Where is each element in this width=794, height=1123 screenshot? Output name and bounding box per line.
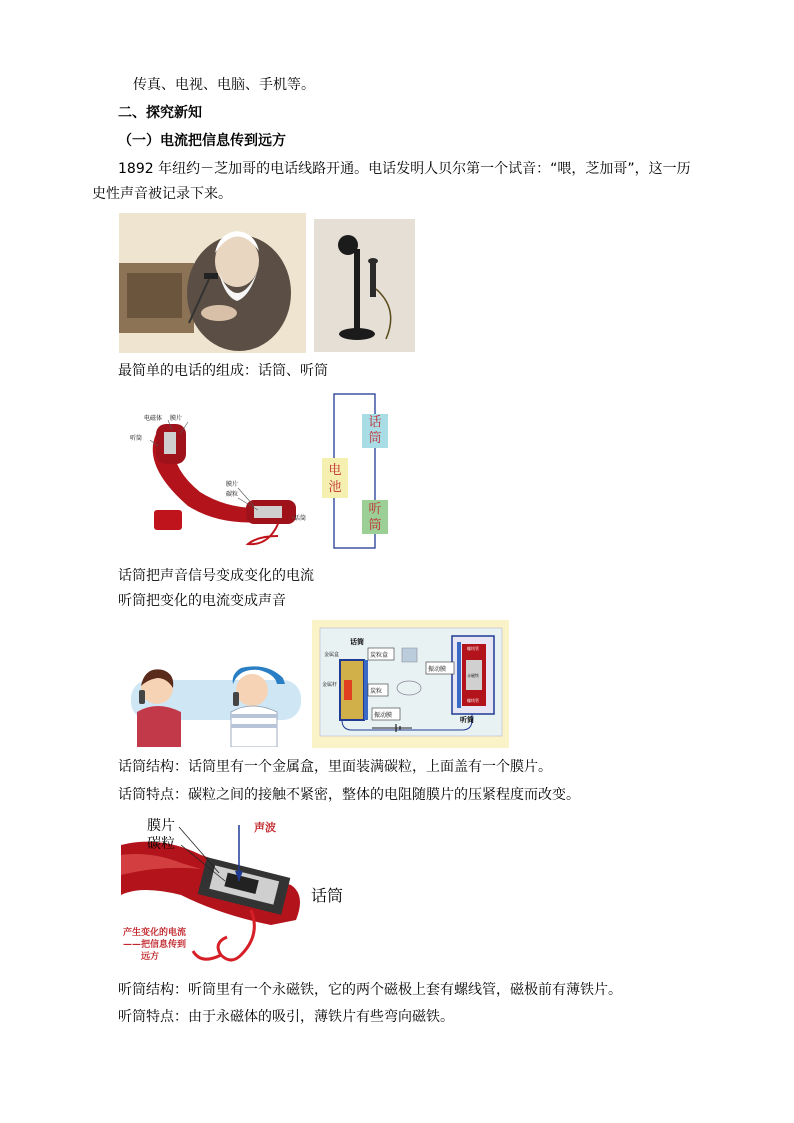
struct-mic: 话筒 bbox=[350, 638, 364, 646]
paragraph-8: 听筒特点：由于永磁体的吸引，薄铁片有些弯向磁铁。 bbox=[118, 1009, 454, 1025]
label-receiver: 听筒 bbox=[130, 435, 143, 442]
struct-carbon-box: 炭粒盒 bbox=[370, 652, 389, 659]
paragraph-2: 最简单的电话的组成：话筒、听筒 bbox=[118, 363, 328, 379]
paragraph-3: 话筒把声音信号变成变化的电流 bbox=[118, 568, 314, 584]
circuit-battery-2: 池 bbox=[328, 480, 342, 495]
struct-receiver: 听筒 bbox=[460, 716, 474, 724]
paragraph-1b: 史性声音被记录下来。 bbox=[92, 186, 232, 202]
closeup-mic: 话筒 bbox=[311, 886, 344, 905]
struct-coil-1: 螺线管 bbox=[467, 646, 479, 651]
closeup-sound-wave: 声波 bbox=[254, 821, 276, 834]
closeup-caption-3: 远方 bbox=[141, 952, 160, 962]
label-film-top: 膜片 bbox=[170, 415, 183, 422]
struct-vibrating-film-right: 振动膜 bbox=[428, 666, 447, 673]
telephone-structure-diagram bbox=[312, 620, 509, 748]
paragraph-5: 话筒结构：话筒里有一个金属盒，里面装满碳粒，上面盖有一个膜片。 bbox=[118, 759, 552, 775]
paragraph-6: 话筒特点：碳粒之间的接触不紧密，整体的电阻随膜片的压紧程度而改变。 bbox=[118, 787, 580, 803]
circuit-mic-1: 话 bbox=[368, 415, 382, 430]
label-film: 膜片 bbox=[226, 481, 239, 488]
label-mic: 话筒 bbox=[294, 515, 307, 522]
circuit-mic-2: 筒 bbox=[368, 431, 382, 446]
closeup-film: 膜片 bbox=[147, 818, 175, 834]
circuit-battery-1: 电 bbox=[328, 463, 342, 478]
paragraph-7: 听筒结构：听筒里有一个永磁铁，它的两个磁极上套有螺线管，磁极前有薄铁片。 bbox=[118, 982, 622, 998]
circuit-diagram bbox=[318, 390, 392, 552]
circuit-receiver-1: 听 bbox=[368, 502, 382, 517]
struct-vibrating-film-left: 振动膜 bbox=[374, 712, 393, 719]
label-carbon: 碳粒 bbox=[226, 491, 239, 498]
struct-carbon: 炭粒 bbox=[370, 688, 383, 695]
paragraph-1a: 1892 年纽约－芝加哥的电话线路开通。电话发明人贝尔第一个试音：“喂，芝加哥”，这一历 bbox=[118, 161, 691, 177]
struct-magnet: 永磁铁 bbox=[467, 673, 479, 678]
closeup-caption-2: ——把信息传到 bbox=[123, 940, 187, 950]
handset-diagram bbox=[128, 406, 313, 556]
circuit-receiver-2: 筒 bbox=[368, 518, 382, 533]
label-electromagnet: 电磁体 bbox=[144, 415, 163, 422]
bell-photo bbox=[119, 213, 306, 353]
cartoon-phone-call bbox=[127, 652, 305, 747]
paragraph-4: 听筒把变化的电流变成声音 bbox=[118, 593, 286, 609]
struct-coil-2: 螺线管 bbox=[467, 698, 479, 703]
subsection-heading: （一）电流把信息传到远方 bbox=[118, 133, 286, 149]
struct-metal-box: 金属盒 bbox=[324, 652, 340, 658]
section-heading: 二、探究新知 bbox=[118, 105, 202, 121]
mic-closeup-diagram bbox=[121, 815, 349, 967]
struct-metal-rod: 金属杆 bbox=[322, 682, 338, 688]
closeup-carbon: 碳粒 bbox=[147, 836, 175, 852]
closeup-caption-1: 产生变化的电流 bbox=[123, 928, 187, 938]
candlestick-phone-photo bbox=[314, 219, 415, 352]
text-line-1: 传真、电视、电脑、手机等。 bbox=[133, 77, 315, 93]
